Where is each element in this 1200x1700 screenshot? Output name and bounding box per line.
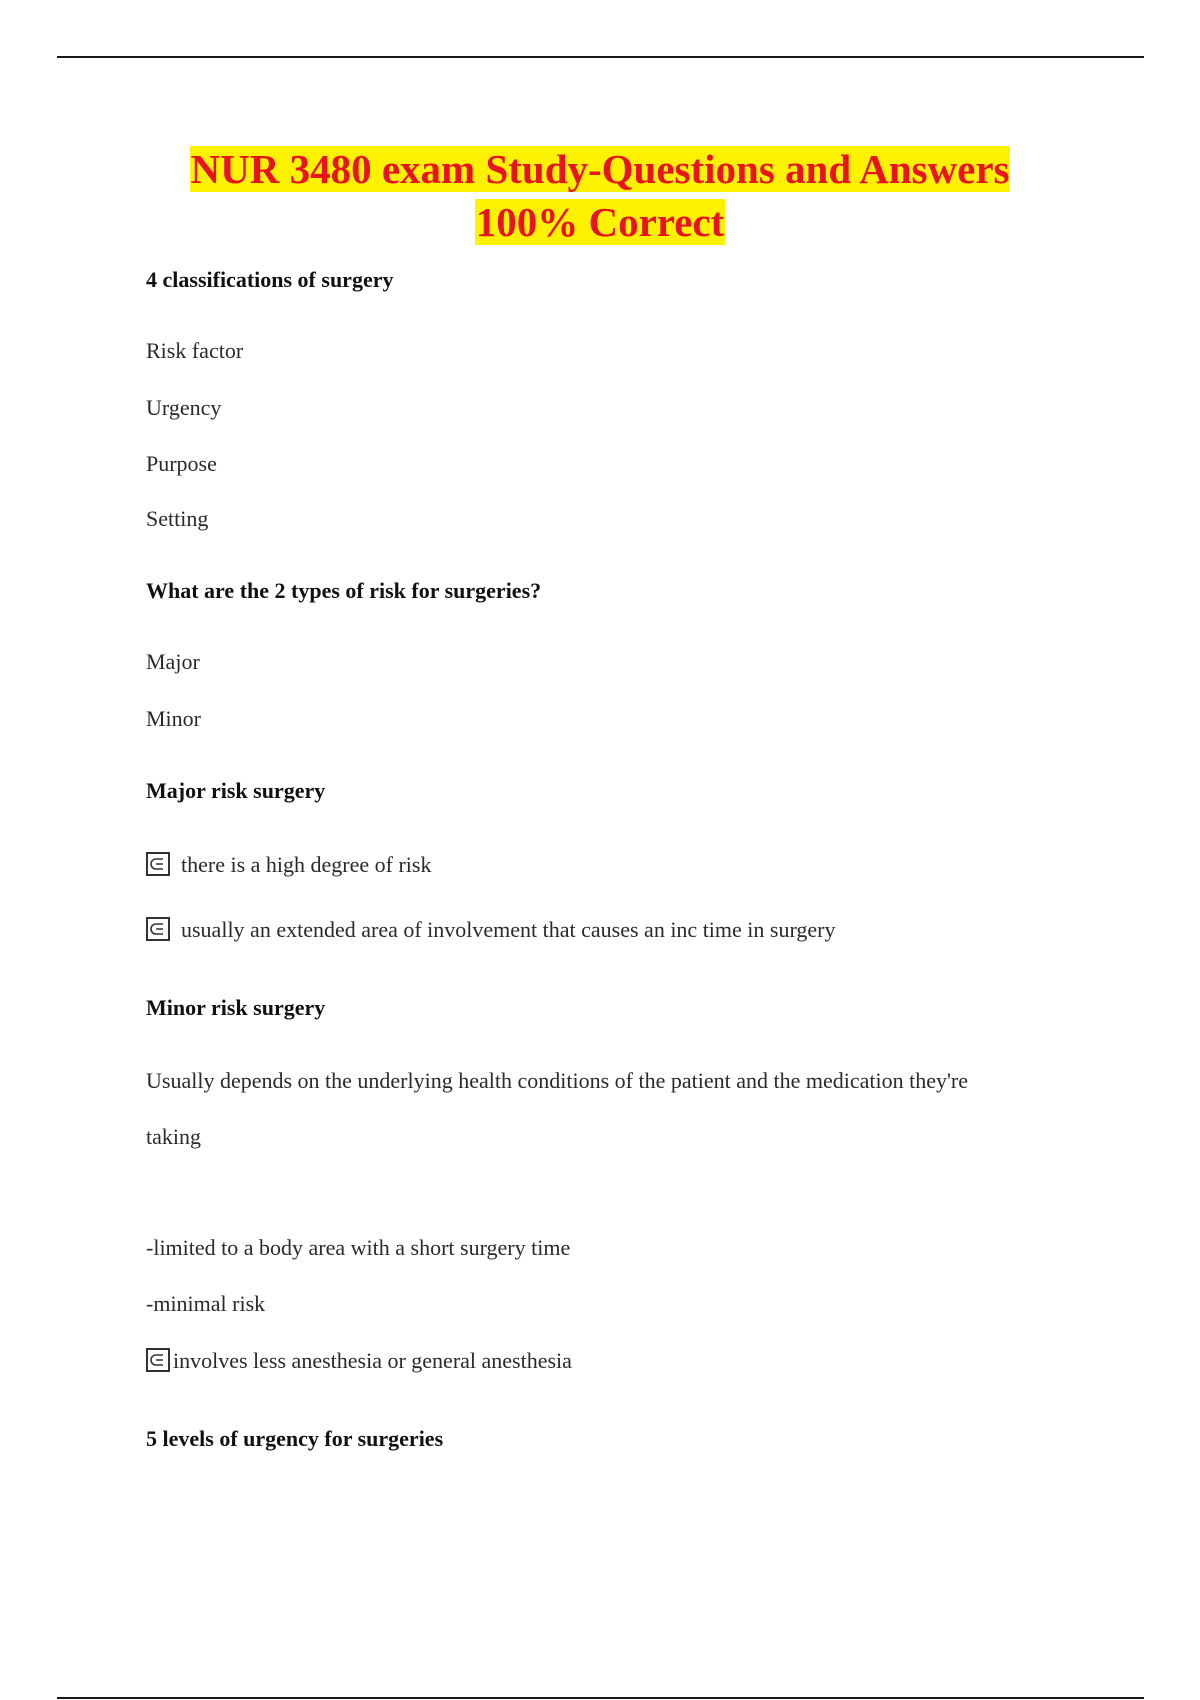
question-heading: 5 levels of urgency for surgeries (146, 1426, 444, 1451)
answer-line: Minor (146, 706, 201, 731)
title-line-1: NUR 3480 exam Study-Questions and Answers (190, 146, 1010, 192)
answer-line: -limited to a body area with a short surgery time (146, 1235, 571, 1260)
subset-bullet-icon (146, 1348, 170, 1372)
answer-line: Setting (146, 506, 209, 531)
answer-bullet-line (146, 917, 836, 943)
answer-bullet-line (146, 852, 431, 878)
answer-line: Usually depends on the underlying health conditions of the patient and the medication they're (146, 1068, 969, 1093)
answer-text: involves less anesthesia or general anesthesia (173, 1348, 572, 1373)
answer-line: Urgency (146, 395, 222, 420)
answer-line: Purpose (146, 451, 217, 476)
header-rule (57, 56, 1144, 58)
footer-rule (57, 1697, 1144, 1699)
answer-text: usually an extended area of involvement that causes an inc time in surgery (181, 917, 836, 942)
question-heading: Minor risk surgery (146, 995, 326, 1020)
answer-text: there is a high degree of risk (181, 852, 432, 877)
question-heading: What are the 2 types of risk for surgeries? (146, 578, 542, 603)
answer-line: -minimal risk (146, 1291, 266, 1316)
question-heading: Major risk surgery (146, 778, 326, 803)
subset-bullet-icon (146, 917, 170, 941)
title-line-2: 100% Correct (475, 199, 725, 245)
answer-line: Risk factor (146, 338, 244, 363)
document-title (0, 143, 1200, 249)
answer-bullet-line (146, 1348, 572, 1374)
answer-line: Major (146, 649, 200, 674)
question-heading: 4 classifications of surgery (146, 267, 394, 292)
subset-bullet-icon (146, 852, 170, 876)
answer-line: taking (146, 1124, 201, 1149)
